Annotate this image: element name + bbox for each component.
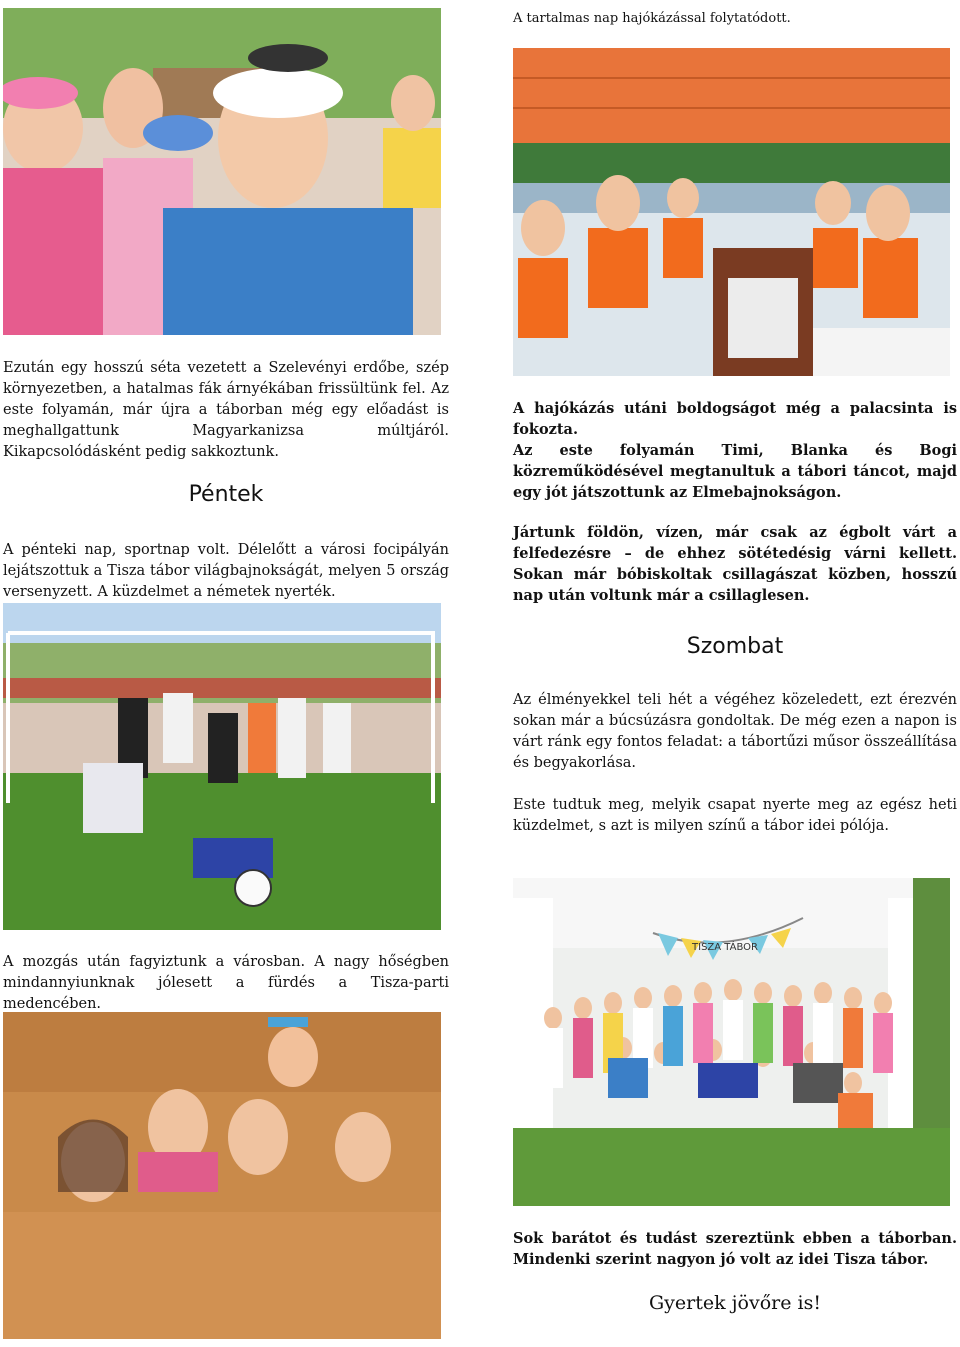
paragraph-walk-forest: Ezután egy hosszú séta vezetett a Szelevényi erdőbe, szép környezetben, a hatalmas fák árnyékában frissültünk fel. Az este folyamán, már újra a táborban még egy előadást is meghallgattunk Magyarkanizsa múltjáról. Kikapcsolódásként pedig sakkoztunk. xyxy=(3,360,449,460)
paragraph-stargazing: Jártunk földön, vízen, már csak az égbolt várt a felfedezésre – de ehhez sötétedésig várni kellett. Sokan már bóbiskoltak csillagászat közben, hosszú nap után voltunk már a csillaglesen. xyxy=(513,524,957,604)
heading-friday: Péntek xyxy=(188,482,264,507)
photo-group-picture xyxy=(513,878,950,1206)
paragraph-sports-day: A pénteki nap, sportnap volt. Délelőtt a városi focipályán lejátszottuk a Tisza tábor világbajnokságát, melyen 5 ország versenyzett. A küzdelmet a németek nyerték. xyxy=(3,542,449,600)
paragraph-pancakes: A hajókázás utáni boldogságot még a palacsinta is fokozta. xyxy=(513,400,957,438)
heading-saturday: Szombat xyxy=(686,634,784,659)
photo-boat-ride xyxy=(513,48,950,376)
banner-text: TISZA TÁBOR xyxy=(692,942,758,953)
closing-line: Gyertek jövőre is! xyxy=(648,1292,821,1314)
paragraph-friends-knowledge: Sok barátot és tudást szereztünk ebben a táborban. Mindenki szerint nagyon jó volt az idei Tisza tábor. xyxy=(513,1230,957,1268)
caption-boat-trip: A tartalmas nap hajókázással folytatódott. xyxy=(513,11,791,26)
photo-swimming-pool xyxy=(3,1012,441,1339)
paragraph-camp-dance: Az este folyamán Timi, Blanka és Bogi közreműködésével megtanultuk a tábori táncot, majd egy jót játszottunk az Elmebajnokságon. xyxy=(513,442,957,501)
photo-girls-with-hats xyxy=(3,8,441,335)
photo-football-team xyxy=(3,603,441,930)
paragraph-winning-team: Este tudtuk meg, melyik csapat nyerte meg az egész heti küzdelmet, s azt is milyen színű a tábor idei pólója. xyxy=(513,797,957,834)
paragraph-farewell-prep: Az élményekkel teli hét a végéhez közeledett, ezt érezvén sokan már a búcsúzásra gondoltak. De még ezen a napon is várt ránk egy fontos feladat: a tábortűzi műsor összeállítása és begyakorlása. xyxy=(513,692,957,771)
paragraph-ice-cream-swim: A mozgás után fagyiztunk a városban. A nagy hőségben mindannyiunknak jólesett a fürdés a Tisza-parti medencében. xyxy=(3,954,449,1012)
